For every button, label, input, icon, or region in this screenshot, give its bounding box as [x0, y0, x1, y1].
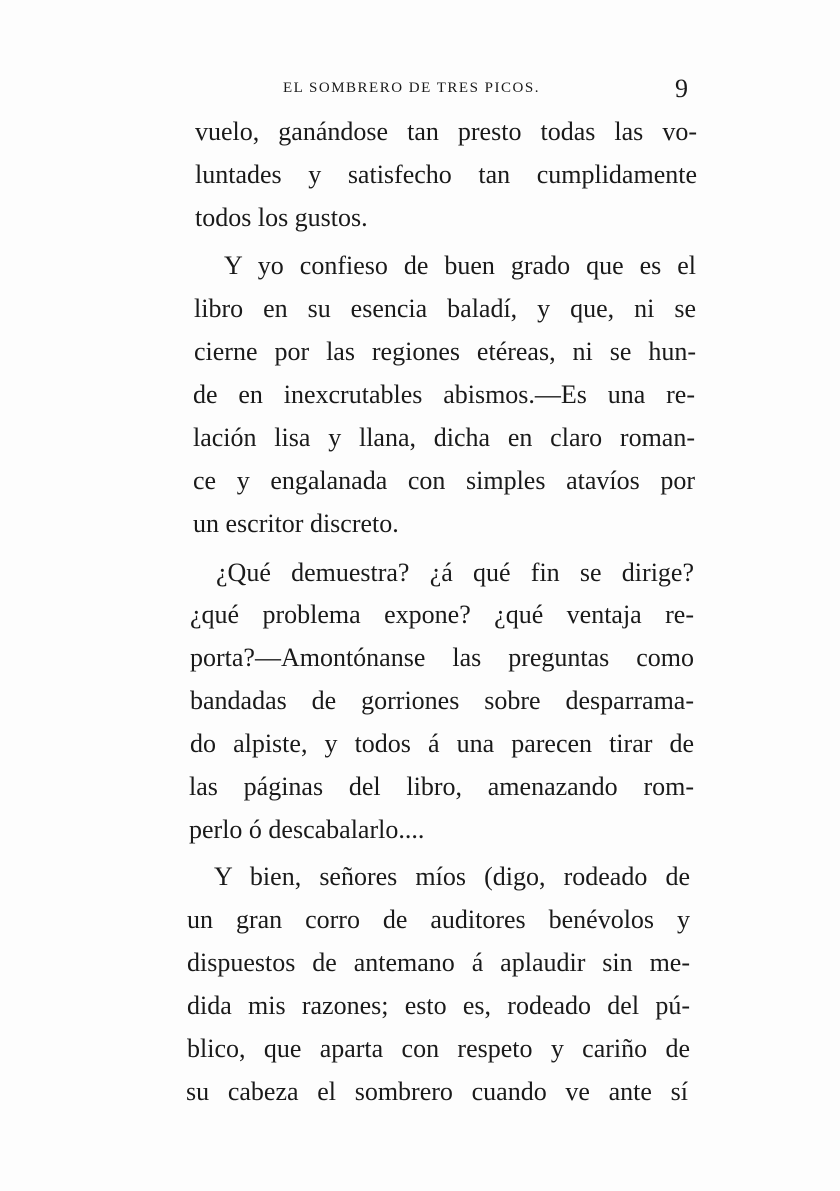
- text-line: de en inexcrutables abismos.—Es una re-: [193, 380, 695, 409]
- running-title: EL SOMBRERO DE TRES PICOS.: [283, 80, 540, 96]
- text-line: todos los gustos.: [195, 203, 368, 232]
- text-line: un escritor discreto.: [193, 509, 399, 538]
- text-line: lación lisa y llana, dicha en claro roman-: [193, 423, 695, 452]
- running-head: [283, 74, 703, 106]
- text-line: Y yo confieso de buen grado que es el: [224, 251, 696, 280]
- text-line: do alpiste, y todos á una parecen tirar de: [190, 729, 694, 758]
- text-line: Y bien, señores míos (digo, rodeado de: [214, 862, 690, 891]
- text-line: libro en su esencia baladí, y que, ni se: [194, 294, 696, 323]
- text-line: porta?—Amontónanse las preguntas como: [190, 643, 694, 672]
- text-line: vuelo, ganándose tan presto todas las vo-: [195, 117, 697, 146]
- text-line: ce y engalanada con simples atavíos por: [193, 466, 695, 495]
- text-line: ¿qué problema expone? ¿qué ventaja re-: [190, 600, 694, 629]
- page-number: 9: [675, 74, 688, 103]
- text-line: dida mis razones; esto es, rodeado del pú-: [187, 991, 690, 1020]
- text-line: luntades y satisfecho tan cumplidamente: [195, 160, 697, 189]
- text-line: ¿Qué demuestra? ¿á qué fin se dirige?: [216, 558, 694, 587]
- text-line: cierne por las regiones etéreas, ni se hun-: [194, 337, 696, 366]
- text-line: las páginas del libro, amenazando rom-: [189, 772, 694, 801]
- text-line: su cabeza el sombrero cuando ve ante sí: [186, 1077, 688, 1106]
- text-line: dispuestos de antemano á aplaudir sin me-: [187, 948, 690, 977]
- text-line: blico, que aparta con respeto y cariño de: [187, 1034, 690, 1063]
- text-line: un gran corro de auditores benévolos y: [187, 905, 690, 934]
- text-line: perlo ó descabalarlo....: [189, 815, 425, 844]
- text-line: bandadas de gorriones sobre desparrama-: [190, 686, 694, 715]
